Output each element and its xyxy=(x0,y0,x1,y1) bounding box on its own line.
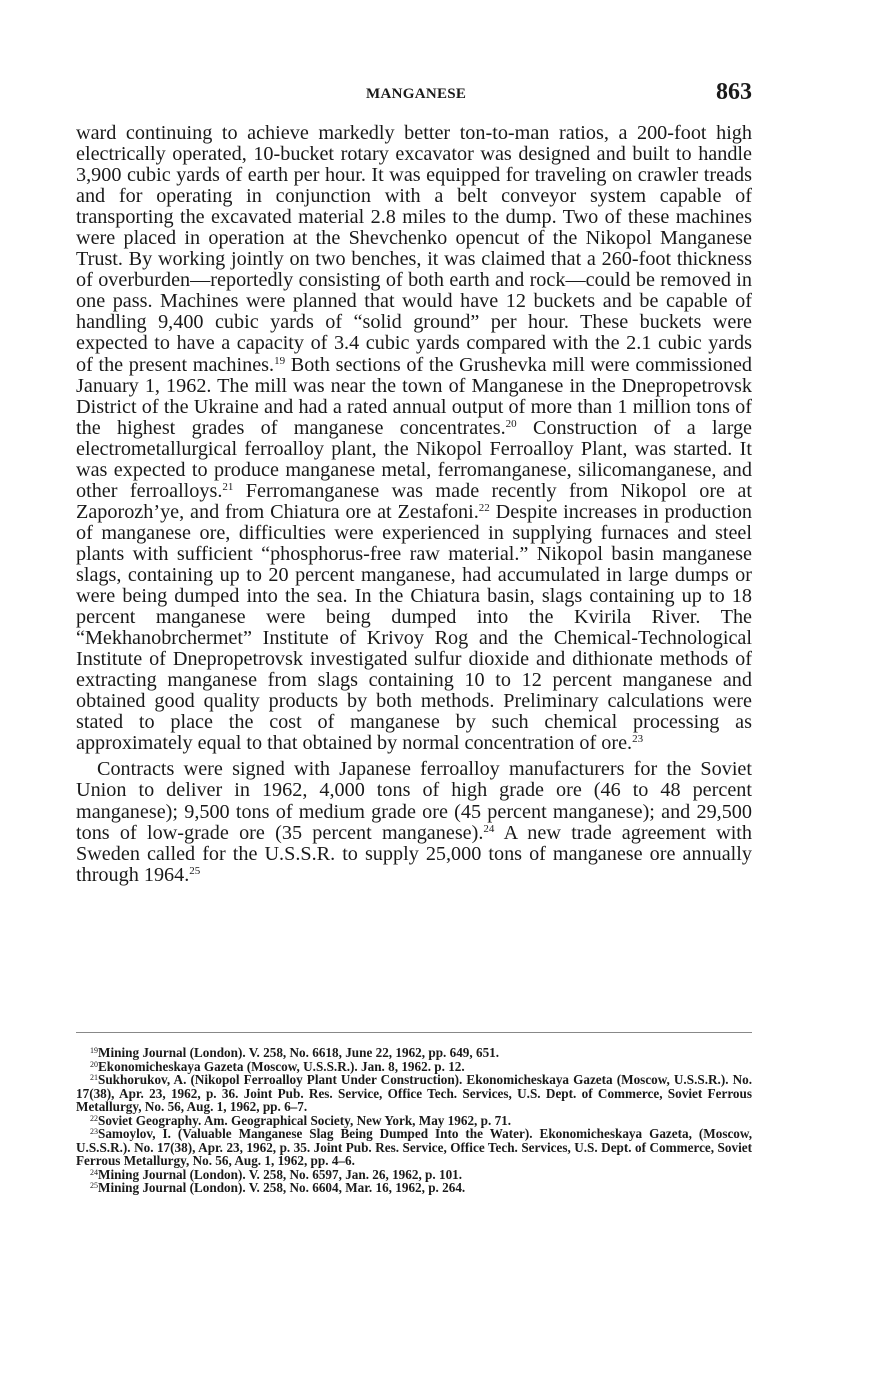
text-segment: Ferromanganese was made recently from Nikopol ore at Zaporozh’ye, and from Chiatura ore at Zestafoni. xyxy=(76,479,752,523)
footnote-number: 19 xyxy=(90,1046,98,1055)
footnote-number: 23 xyxy=(90,1127,98,1136)
running-head: MANGANESE xyxy=(366,86,467,102)
footnote-number: 24 xyxy=(90,1167,98,1177)
footnote xyxy=(76,1168,752,1182)
footnote-text: Mining Journal (London). V. 258, No. 6618, June 22, 1962, pp. 649, 651. xyxy=(98,1045,500,1060)
footnote xyxy=(76,1073,752,1114)
footnote-text: Soviet Geography. Am. Geographical Society, New York, May 1962, p. 71. xyxy=(98,1112,512,1128)
text-segment: Contracts were signed with Japanese ferroalloy manufacturers for the Soviet Union to deliver in 1962, 4,000 tons of high grade ore (46 to 48 percent manganese); 9,500 tons of medium grade ore (45 percent manganese); and 29,500 tons of low-grade ore (35 percent manganese). xyxy=(76,758,752,844)
footnote-number: 21 xyxy=(90,1073,98,1082)
footnote-text: Samoylov, I. (Valuable Manganese Slag Being Dumped Into the Water). Ekonomicheskaya Gazeta, (Moscow, U.S.S.R.). No. 17(38), Apr. 23, 1962, p. 35. Joint Pub. Res. Service, Office Tech. Services, U.S. Dept. of Commerce, Soviet Ferrous Metallurgy, No. 56, Aug. 1, 1962, pp. 4–6. xyxy=(76,1126,752,1168)
footnote-ref: 20 xyxy=(505,417,517,430)
footnote-number: 25 xyxy=(90,1181,98,1190)
footnote-ref: 25 xyxy=(189,864,201,877)
paragraph xyxy=(76,123,752,754)
footnote-ref: 19 xyxy=(274,354,286,367)
page-number: 863 xyxy=(716,79,752,105)
text-segment: Despite increases in production of manganese ore, difficulties were experienced in supplying furnaces and steel plants with sufficient “phosphorus-free raw material.” Nikopol basin manganese slags, containing up to 20 percent manganese, had accumulated in large dumps or were being dumped into the sea. In the Chiatura basin, slags containing up to 18 percent manganese were being dumped into the Kvirila River. The “Mekhanobrchermet” Institute of Krivoy Rog and the Chemical-Technological Institute of Dnepropetrovsk investigated sulfur dioxide and dithionate methods of extracting manganese from slags containing 10 to 12 percent manganese and obtained good quality products by both methods. Preliminary calculations were stated to place the cost of manganese by such chemical processing as approximately equal to that obtained by normal concentration of ore. xyxy=(76,500,753,755)
footnote-ref: 21 xyxy=(222,480,234,493)
footnote-rule xyxy=(76,1032,752,1033)
footnote xyxy=(76,1114,752,1128)
footnotes xyxy=(76,1046,752,1195)
footnote-text: Mining Journal (London). V. 258, No. 6604, Mar. 16, 1962, p. 264. xyxy=(98,1180,466,1195)
text-segment: ward continuing to achieve markedly better ton-to-man ratios, a 200-foot high electrically operated, 10-bucket rotary excavator was designed and built to handle 3,900 cubic yards of earth per hour. It was equipped for traveling on crawler treads and for operating in conjunction with a belt conveyor system capable of transporting the excavated material 2.8 miles to the dump. Two of these machines were placed in operation at the Shevchenko opencut of the Nikopol Manganese Trust. By working jointly on two benches, it was claimed that a 260-foot thickness of overburden—reportedly consisting of both earth and rock—could be removed in one pass. Machines were planned that would have 12 buckets and be capable of handling 9,400 cubic yards of “solid ground” per hour. These buckets were expected to have a capacity of 3.4 cubic yards compared with the 2.1 cubic yards of the present machines. xyxy=(76,122,752,376)
body-text xyxy=(76,123,752,886)
footnote xyxy=(76,1181,752,1195)
footnote-ref: 23 xyxy=(632,733,644,746)
text-segment: Both sections of the Grushevka mill were commissioned January 1, 1962. The mill was near the town of Manganese in the Dnepropetrovsk District of the Ukraine and had a rated annual output of more than 1 million tons of the highest grades of manganese concentrates. xyxy=(76,353,752,439)
footnote-text: Mining Journal (London). V. 258, No. 6597, Jan. 26, 1962, p. 101. xyxy=(98,1166,463,1182)
text-segment: A new trade agreement with Sweden called for the U.S.S.R. to supply 25,000 tons of manganese ore annually through 1964. xyxy=(76,821,753,886)
footnote xyxy=(76,1060,752,1074)
footnote-number: 22 xyxy=(90,1113,98,1123)
footnote xyxy=(76,1046,752,1060)
footnote-number: 20 xyxy=(90,1059,98,1069)
footnote-ref: 22 xyxy=(478,501,490,514)
footnote-text: Ekonomicheskaya Gazeta (Moscow, U.S.S.R.). Jan. 8, 1962. p. 12. xyxy=(98,1058,465,1074)
footnote xyxy=(76,1127,752,1168)
paragraph xyxy=(76,759,752,885)
text-segment: Construction of a large electrometallurgical ferroalloy plant, the Nikopol Ferroalloy Plant, was started. It was expected to produce manganese metal, ferromanganese, silicomanganese, and other ferroalloys. xyxy=(76,416,752,502)
footnote-text: Sukhorukov, A. (Nikopol Ferroalloy Plant Under Construction). Ekonomicheskaya Gazeta (Moscow, U.S.S.R.). No. 17(38), Apr. 23, 1962, p. 36. Joint Pub. Res. Service, Office Tech. Services, U.S. Dept. of Commerce, Soviet Ferrous Metallurgy, No. 56, Aug. 1, 1962, pp. 6–7. xyxy=(76,1072,752,1114)
footnote-ref: 24 xyxy=(483,822,495,835)
